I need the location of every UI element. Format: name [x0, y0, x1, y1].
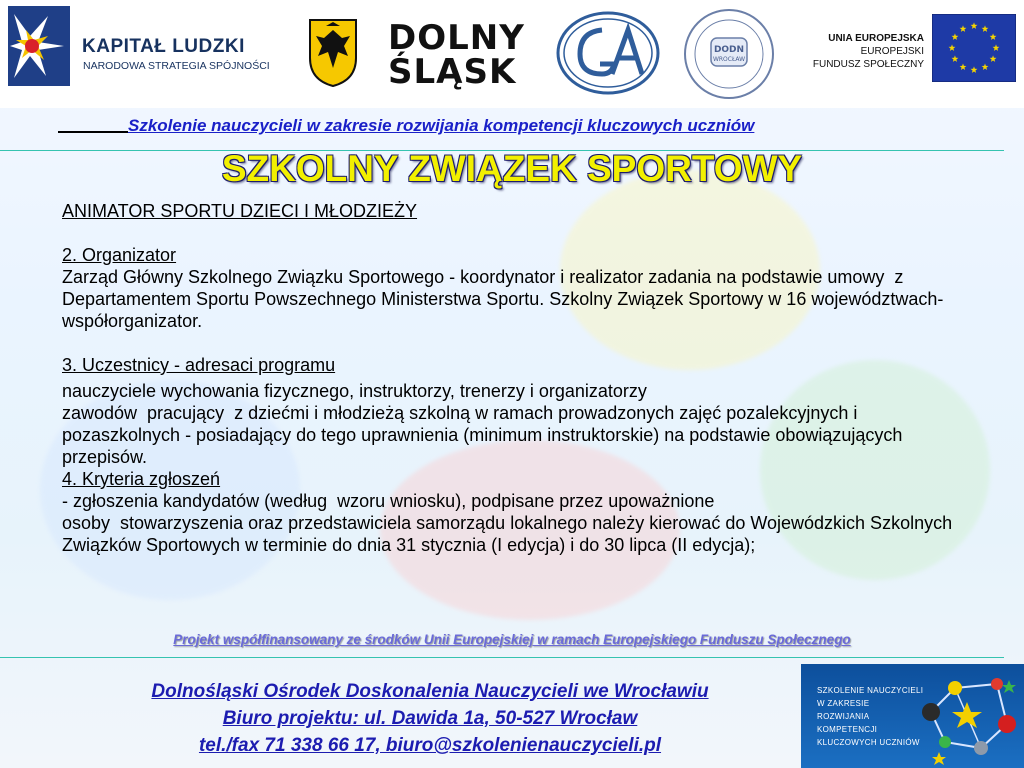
section-criteria-heading: 4. Kryteria zgłoszeń	[62, 469, 221, 489]
page-title: SZKOLNY ZWIĄZEK SPORTOWY	[221, 148, 803, 189]
project-office-address[interactable]: Biuro projektu: ul. Dawida 1a, 50-527 Wrocław	[222, 708, 638, 729]
promo-line: KLUCZOWYCH UCZNIÓW	[817, 738, 920, 747]
eu-logo-text	[790, 32, 924, 71]
organization-contact	[60, 678, 800, 759]
dolny-slask-logo-line2: ŚLĄSK	[388, 52, 517, 92]
subtitle-text: Szkolenie nauczycieli w zakresie rozwijania kompetencji kluczowych uczniów	[128, 116, 755, 135]
bottom-divider	[0, 657, 1004, 658]
ga-emblem-icon	[556, 10, 660, 96]
promo-line: SZKOLENIE NAUCZYCIELI	[817, 686, 924, 695]
section-organizer-text: Zarząd Główny Szkolnego Związku Sportowego - koordynator i realizator zadania na podstawie umowy z Departamentem Sportu Powszechnego Ministerstwa Sportu. Szkolny Związek Sportowy w 16 województwach- współorganizator.	[62, 267, 949, 331]
section-participants-heading: 3. Uczestnicy - adresaci programu	[62, 355, 336, 375]
project-funding-note: Projekt współfinansowany ze środków Unii Europejskiej w ramach Europejskiego Funduszu Społecznego	[173, 632, 851, 647]
eu-logo-line3: FUNDUSZ SPOŁECZNY	[812, 59, 924, 70]
project-promo-banner	[801, 664, 1024, 768]
dodn-seal-icon	[683, 8, 775, 100]
kapital-ludzki-logo-icon	[8, 6, 70, 86]
subtitle-underline-spacer	[58, 119, 128, 133]
section-organizer-heading: 2. Organizator	[62, 245, 177, 265]
promo-text	[817, 684, 923, 749]
main-content	[62, 200, 972, 556]
program-name: ANIMATOR SPORTU DZIECI I MŁODZIEŻY	[62, 201, 418, 221]
promo-line: W ZAKRESIE	[817, 699, 870, 708]
organization-name-link[interactable]: Dolnośląski Ośrodek Doskonalenia Nauczycieli we Wrocławiu	[151, 681, 709, 702]
kapital-ludzki-title: KAPITAŁ LUDZKI	[82, 36, 245, 57]
eu-logo-line2: EUROPEJSKI	[860, 46, 924, 57]
contact-phone-email-link[interactable]: tel./fax 71 338 66 17, biuro@szkolenienauczycieli.pl	[198, 735, 662, 756]
dolny-slask-logo-line1: DOLNY	[388, 18, 525, 58]
kapital-ludzki-subtitle: NARODOWA STRATEGIA SPÓJNOŚCI	[83, 60, 270, 72]
logo-bar	[0, 0, 1024, 108]
lower-silesia-eagle-crest-icon	[308, 18, 358, 88]
eu-logo-line1: UNIA EUROPEJSKA	[828, 33, 924, 44]
promo-line: ROZWIJANIA	[817, 712, 870, 721]
section-criteria-text: - zgłoszenia kandydatów (według wzoru wniosku), podpisane przez upoważnione osoby stowarzyszenia oraz przedstawiciela samorządu lokalnego należy kierować do Wojewódzkich Szkolnych Związków Sportowych w terminie do dnia 31 stycznia (I edycja) i do 30 lipca (II edycja);	[62, 491, 953, 555]
section-participants-text: nauczyciele wychowania fizycznego, instruktorzy, trenerzy i organizatorzy zawodów pracujący z dziećmi i młodzieżą szkolną w ramach prowadzonych zajęć pozalekcyjnych i pozaszkolnych - posiadający do tego uprawnienia (minimum instruktorskie) na podstawie obowiązujących przepisów.	[62, 381, 903, 467]
promo-line: KOMPETENCJI	[817, 725, 878, 734]
eu-flag-icon	[932, 14, 1016, 82]
training-subtitle[interactable]	[58, 116, 754, 136]
promo-molecule-stars-icon	[911, 666, 1024, 766]
svg-text:DODN: DODN	[713, 45, 745, 55]
svg-text:WROCŁAW: WROCŁAW	[712, 56, 746, 63]
